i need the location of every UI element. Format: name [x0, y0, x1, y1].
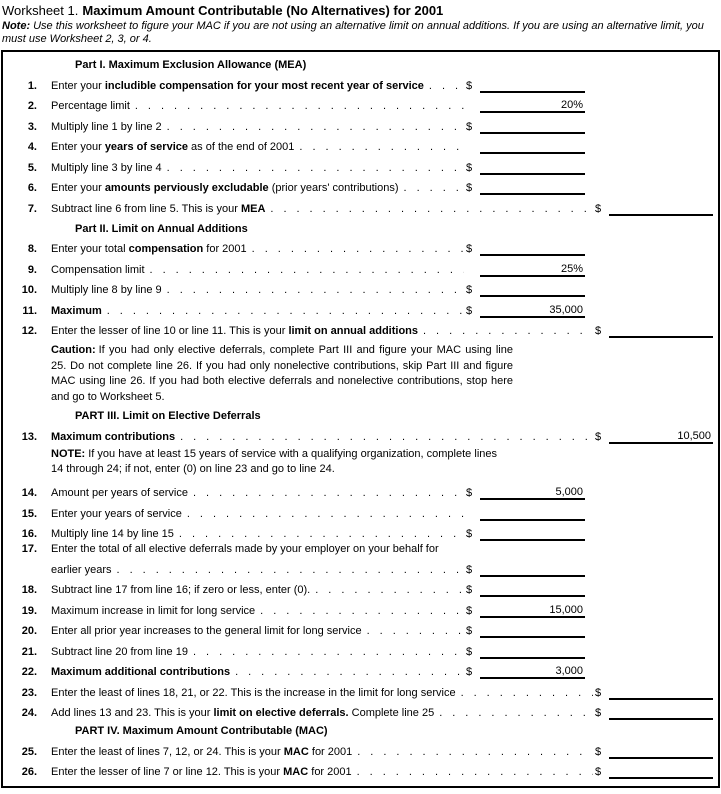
dollar-sign: $ — [466, 584, 473, 596]
worksheet-line-21 — [17, 638, 718, 659]
line-label: Enter the lesser of line 7 or line 12. This is your MAC for 2001 — [51, 766, 352, 778]
section-header-label: Part I. Maximum Exclusion Allowance (MEA) — [75, 59, 307, 71]
worksheet-line-8 — [17, 236, 718, 257]
top-note-label: Note: — [2, 20, 31, 32]
line-label: Multiply line 3 by line 4 — [51, 161, 162, 174]
line-number: 6. — [27, 182, 37, 194]
dot-leader — [188, 487, 464, 500]
worksheet-line-11 — [17, 297, 718, 318]
line-label: Subtract line 17 from line 16; if zero or less, enter (0). — [51, 584, 311, 596]
dot-leader — [265, 203, 593, 216]
worksheet-line-4 — [17, 134, 718, 155]
worksheet-line-1 — [17, 72, 718, 93]
line-12-amount-field — [609, 321, 713, 338]
dot-leader — [418, 325, 593, 338]
line-label: Maximum increase in limit for long service — [51, 604, 256, 617]
section-header-label: PART IV. Maximum Amount Contributable (MAC) — [75, 725, 328, 737]
amount-value: 20% — [560, 99, 583, 111]
line-number: 20. — [21, 625, 37, 637]
line-3-amount-field — [480, 117, 585, 134]
line-number: 26. — [21, 766, 37, 778]
worksheet-line-17-text — [17, 541, 718, 556]
dot-leader — [310, 584, 464, 597]
section-header-part-3 — [75, 407, 718, 423]
line-2-amount-field — [480, 96, 585, 113]
line-number: 5. — [27, 161, 37, 174]
line-label: Enter the least of lines 18, 21, or 22. This is the increase in the limit for long service — [51, 686, 456, 699]
dollar-sign: $ — [466, 243, 473, 255]
section-header-label: Part II. Limit on Annual Additions — [75, 222, 248, 235]
dollar-sign: $ — [595, 202, 602, 215]
line-number: 9. — [27, 263, 37, 276]
line-15-amount-field — [480, 504, 585, 521]
line-number: 11. — [22, 304, 37, 317]
dollar-sign: $ — [466, 161, 473, 174]
line-label: Multiply line 1 by line 2 — [51, 120, 162, 133]
line-label: Percentage limit — [51, 100, 130, 112]
dot-leader — [162, 162, 464, 175]
amount-value: 10,500 — [677, 429, 711, 442]
worksheet-line-12 — [17, 318, 718, 339]
line-19-amount-field — [480, 601, 585, 618]
line-24-amount-field — [609, 703, 713, 720]
worksheet-line-22 — [17, 659, 718, 680]
dollar-sign: $ — [466, 120, 473, 133]
line-number: 8. — [27, 243, 37, 255]
dollar-sign: $ — [466, 487, 473, 499]
line-21-amount-field — [480, 642, 585, 659]
line-1-amount-field — [480, 76, 585, 93]
line-label: Add lines 13 and 23. This is your limit on elective deferrals. Complete line 25 — [51, 707, 435, 719]
line-number: 14. — [21, 487, 37, 499]
line-number: 16. — [21, 528, 37, 540]
top-note — [0, 19, 721, 50]
line-label: Subtract line 20 from line 19 — [51, 645, 188, 658]
dot-leader — [362, 625, 464, 638]
line-4-amount-field — [480, 137, 585, 154]
dot-leader — [399, 182, 464, 195]
dollar-sign: $ — [595, 430, 602, 443]
worksheet-title: Maximum Amount Contributable (No Alternatives) for 2001 — [82, 3, 444, 18]
caution-text: If you had only elective deferrals, complete Part III and figure your MAC using line 25. Do not complete line 26. If you had only nonelective contributions, skip Part III and figure MAC using line 26. If you had both elective deferrals and nonelective contributions, stop here and go to Worksheet 5. — [51, 344, 513, 403]
line-number: 1. — [27, 79, 37, 92]
dollar-sign: $ — [466, 284, 473, 296]
worksheet-line-16 — [17, 521, 718, 542]
dot-leader — [294, 141, 464, 154]
dollar-sign: $ — [466, 563, 473, 576]
worksheet-line-13 — [17, 423, 718, 444]
line-5-amount-field — [480, 158, 585, 175]
amount-value: 3,000 — [555, 665, 583, 677]
dot-leader — [174, 528, 464, 541]
worksheet-line-15 — [17, 500, 718, 521]
line-number: 19. — [21, 604, 37, 617]
line-number: 17. — [21, 543, 37, 555]
caution-label: Caution: — [51, 344, 96, 356]
line-11-amount-field — [480, 301, 585, 318]
line-label: Maximum contributions — [51, 430, 176, 443]
line-number: 21. — [21, 645, 37, 658]
worksheet-line-23 — [17, 679, 718, 700]
service-note-label: NOTE: — [51, 447, 86, 460]
dollar-sign: $ — [466, 625, 473, 637]
worksheet-line-10 — [17, 277, 718, 298]
section-header-label: PART III. Limit on Elective Deferrals — [75, 410, 261, 422]
line-number: 7. — [27, 202, 37, 215]
line-6-amount-field — [480, 178, 585, 195]
dot-leader — [130, 100, 464, 113]
line-number: 18. — [21, 584, 37, 596]
line-label: Compensation limit — [51, 263, 145, 276]
dot-leader — [112, 564, 464, 577]
amount-value: 5,000 — [555, 486, 583, 498]
dot-leader — [175, 431, 593, 444]
line-8-amount-field — [480, 239, 585, 256]
dollar-sign: $ — [466, 666, 473, 678]
dot-leader — [424, 80, 464, 93]
service-note — [51, 447, 497, 478]
worksheet-line-19 — [17, 597, 718, 618]
worksheet-line-3 — [17, 113, 718, 134]
worksheet-line-18 — [17, 577, 718, 598]
line-label: Enter your includible compensation for your most recent year of service — [51, 79, 424, 92]
line-label: Enter the least of lines 7, 12, or 24. This is your MAC for 2001 — [51, 745, 353, 758]
dollar-sign: $ — [466, 304, 473, 317]
line-22-amount-field — [480, 662, 585, 679]
worksheet-line-24 — [17, 700, 718, 721]
line-label: Enter your years of service — [51, 507, 182, 520]
line-23-amount-field — [609, 683, 713, 700]
line-number: 12. — [21, 325, 37, 337]
line-18-amount-field — [480, 580, 585, 597]
section-header-part-1 — [75, 54, 718, 72]
line-label: Enter your years of service as of the end of 2001 — [51, 141, 295, 153]
amount-value: 15,000 — [549, 603, 583, 616]
dollar-sign: $ — [595, 686, 602, 699]
worksheet-table — [1, 50, 720, 788]
line-26-amount-field — [609, 762, 713, 779]
dot-leader — [456, 687, 593, 700]
worksheet-line-20 — [17, 618, 718, 639]
line-label: Enter your amounts perviously excludable (prior years' contributions) — [51, 182, 399, 194]
line-13-amount-field — [609, 427, 713, 444]
dot-leader — [145, 264, 464, 277]
line-label: Maximum additional contributions — [51, 666, 231, 678]
dot-leader — [352, 766, 593, 779]
line-label: earlier years — [51, 563, 112, 576]
line-number: 24. — [21, 707, 37, 719]
section-header-part-2 — [75, 216, 718, 236]
section-header-part-4 — [75, 720, 718, 738]
dot-leader — [162, 121, 464, 134]
line-number: 22. — [21, 666, 37, 678]
worksheet-line-5 — [17, 154, 718, 175]
line-number: 3. — [27, 120, 37, 133]
dot-leader — [247, 243, 464, 256]
page-title — [0, 0, 721, 19]
worksheet-line-14 — [17, 480, 718, 501]
line-number: 15. — [21, 507, 37, 520]
dollar-sign: $ — [595, 707, 602, 719]
dot-leader — [162, 284, 464, 297]
worksheet-line-7 — [17, 195, 718, 216]
line-label: Amount per years of service — [51, 487, 188, 499]
line-number: 2. — [27, 100, 37, 112]
line-number: 10. — [21, 284, 37, 296]
line-number: 4. — [27, 141, 37, 153]
line-number: 23. — [21, 686, 37, 699]
line-9-amount-field — [480, 260, 585, 277]
caution-note — [51, 343, 513, 405]
line-label: Multiply line 14 by line 15 — [51, 528, 174, 540]
dollar-sign: $ — [466, 645, 473, 658]
dot-leader — [182, 508, 464, 521]
line-16-amount-field — [480, 524, 585, 541]
line-label: Subtract line 6 from line 5. This is your MEA — [51, 202, 266, 215]
dollar-sign: $ — [595, 766, 602, 778]
service-note-text: If you have at least 15 years of service with a qualifying organization, complete lines 14 through 24; if not, enter (0) on line 23 and go to line 24. — [51, 447, 497, 475]
line-label: Multiply line 8 by line 9 — [51, 284, 162, 296]
dollar-sign: $ — [466, 528, 473, 540]
dot-leader — [434, 707, 593, 720]
dot-leader — [188, 646, 464, 659]
worksheet-line-17 — [17, 556, 718, 577]
top-note-text: Use this worksheet to figure your MAC if you are not using an alternative limit on annual additions. If you are using an alternative limit, you must use Worksheet 2, 3, or 4. — [2, 20, 704, 45]
amount-value: 25% — [560, 262, 583, 275]
line-label: Maximum — [51, 304, 102, 317]
dot-leader — [102, 305, 464, 318]
line-7-amount-field — [609, 199, 713, 216]
line-label: Enter all prior year increases to the general limit for long service — [51, 625, 362, 637]
worksheet-line-25 — [17, 738, 718, 759]
line-label: Enter your total compensation for 2001 — [51, 243, 247, 255]
worksheet-line-9 — [17, 256, 718, 277]
line-number: 13. — [21, 430, 37, 443]
dot-leader — [230, 666, 464, 679]
line-10-amount-field — [480, 280, 585, 297]
line-label: Enter the lesser of line 10 or line 11. This is your limit on annual additions — [51, 325, 418, 337]
worksheet-number: Worksheet 1. — [2, 3, 79, 18]
line-25-amount-field — [609, 742, 713, 759]
line-20-amount-field — [480, 621, 585, 638]
line-14-amount-field — [480, 483, 585, 500]
line-17-amount-field — [480, 560, 585, 577]
dot-leader — [255, 605, 464, 618]
line-number: 25. — [21, 745, 37, 758]
dollar-sign: $ — [466, 604, 473, 617]
line-label: Enter the total of all elective deferrals made by your employer on your behalf for — [51, 543, 439, 555]
dollar-sign: $ — [595, 325, 602, 337]
dollar-sign: $ — [595, 745, 602, 758]
dollar-sign: $ — [466, 79, 473, 92]
worksheet-line-6 — [17, 175, 718, 196]
worksheet-line-2 — [17, 93, 718, 114]
dollar-sign: $ — [466, 182, 473, 194]
worksheet-line-26 — [17, 759, 718, 780]
dot-leader — [352, 746, 593, 759]
amount-value: 35,000 — [549, 303, 583, 316]
